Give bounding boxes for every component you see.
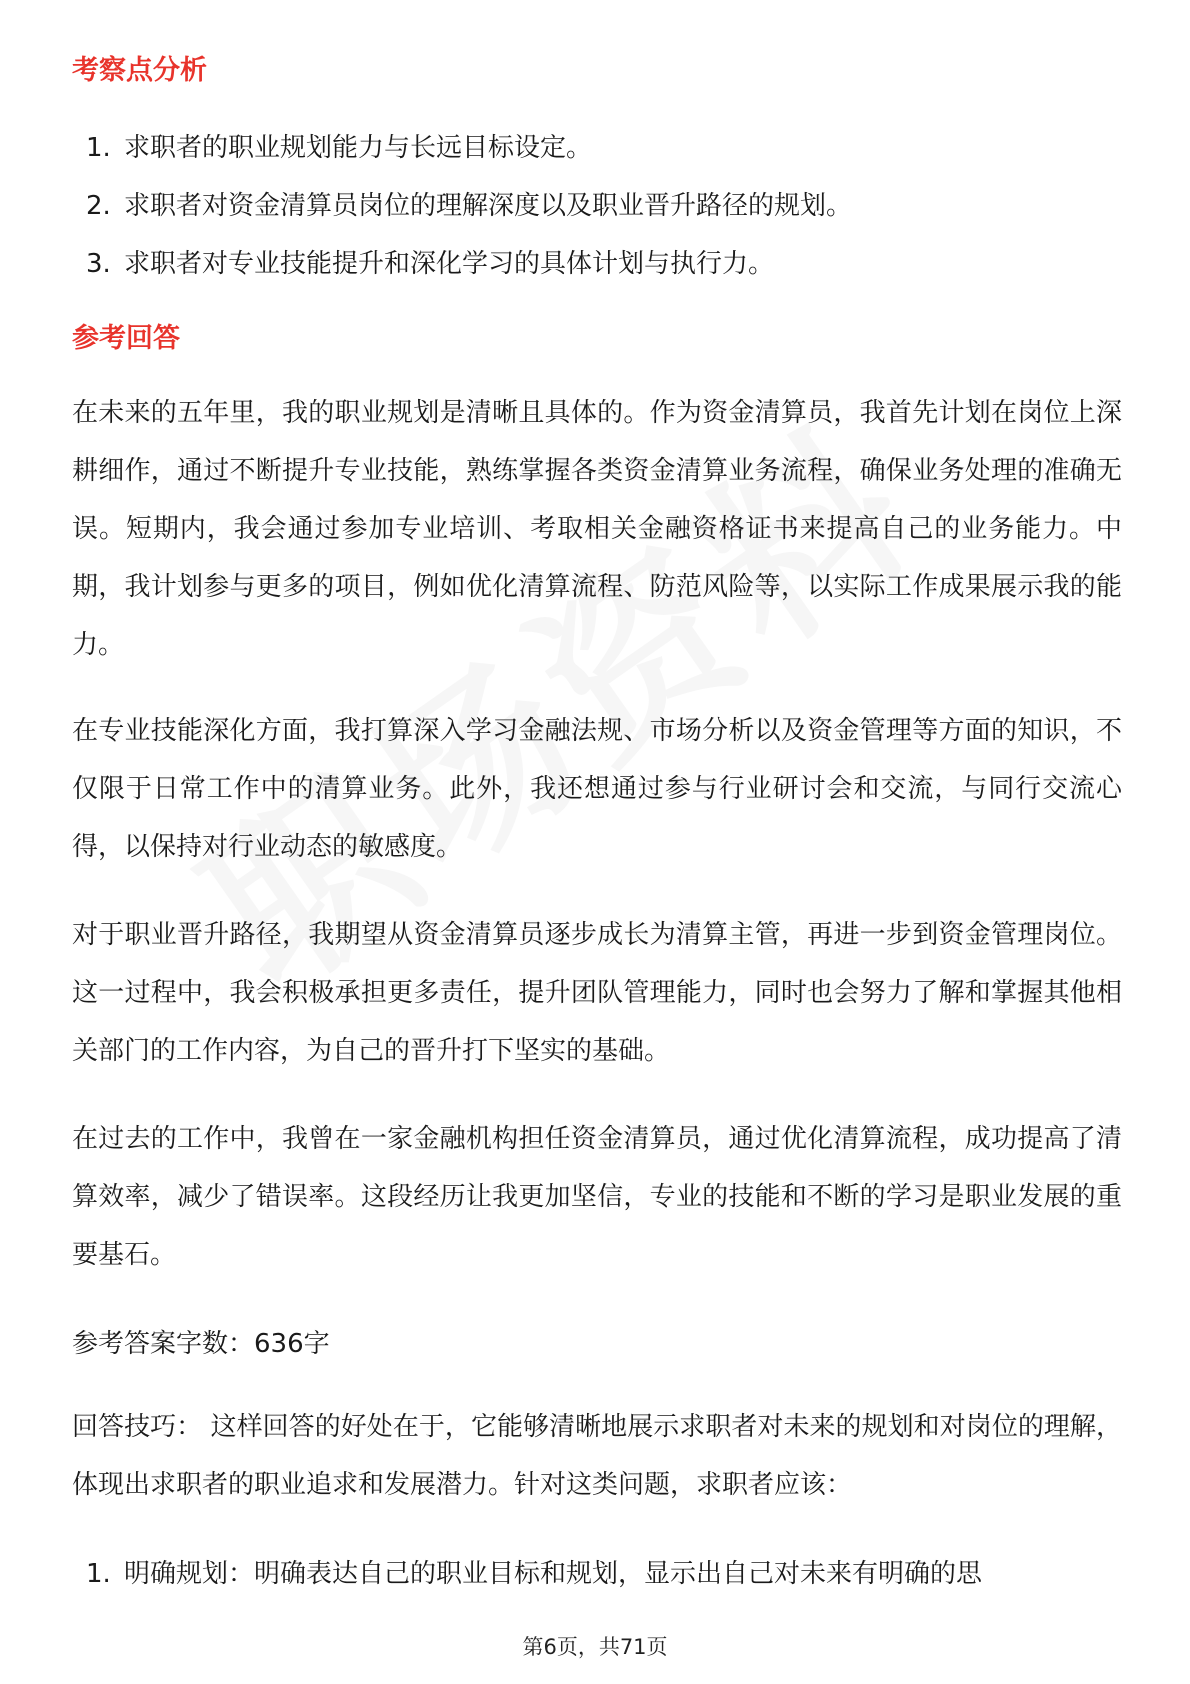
list-item-number: 3. [86,249,111,279]
section-title-analysis: 考察点分析 [72,55,207,86]
answer-paragraph: 在未来的五年里，我的职业规划是清晰且具体的。作为资金清算员，我首先计划在岗位上深耕细作，通过不断提升专业技能，熟练掌握各类资金清算业务流程，确保业务处理的准确无误。短期内，我会通过参加专业培训、考取相关金融资格证书来提高自己的业务能力。中期，我计划参与更多的项目，例如优化清算流程、防范风险等，以实际工作成果展示我的能力。 [72,398,1122,660]
answer-paragraph: 在过去的工作中，我曾在一家金融机构担任资金清算员，通过优化清算流程，成功提高了清算效率，减少了错误率。这段经历让我更加坚信，专业的技能和不断的学习是职业发展的重要基石。 [72,1124,1122,1270]
list-item-number: 2. [86,191,111,221]
section-title-answer: 参考回答 [72,323,180,354]
list-item-number: 1. [86,1559,111,1589]
answer-paragraph: 对于职业晋升路径，我期望从资金清算员逐步成长为清算主管，再进一步到资金管理岗位。这一过程中，我会积极承担更多责任，提升团队管理能力，同时也会努力了解和掌握其他相关部门的工作内容，为自己的晋升打下坚实的基础。 [72,920,1122,1066]
list-item-text: 明确规划：明确表达自己的职业目标和规划，显示出自己对未来有明确的思 [124,1559,983,1589]
list-item-text: 求职者的职业规划能力与长远目标设定。 [124,133,593,163]
answer-paragraph: 在专业技能深化方面，我打算深入学习金融法规、市场分析以及资金管理等方面的知识，不仅限于日常工作中的清算业务。此外，我还想通过参与行业研讨会和交流，与同行交流心得，以保持对行业动态的敏感度。 [72,716,1122,862]
list-item-text: 求职者对专业技能提升和深化学习的具体计划与执行力。 [124,249,775,279]
page-number: 第6页，共71页 [522,1635,668,1659]
list-item-text: 求职者对资金清算员岗位的理解深度以及职业晋升路径的规划。 [124,191,853,221]
answer-tips: 回答技巧： 这样回答的好处在于，它能够清晰地展示求职者对未来的规划和对岗位的理解，体现出求职者的职业追求和发展潜力。针对这类问题，求职者应该： [72,1412,1122,1500]
list-item-number: 1. [86,133,111,163]
word-count: 参考答案字数：636字 [72,1329,330,1359]
